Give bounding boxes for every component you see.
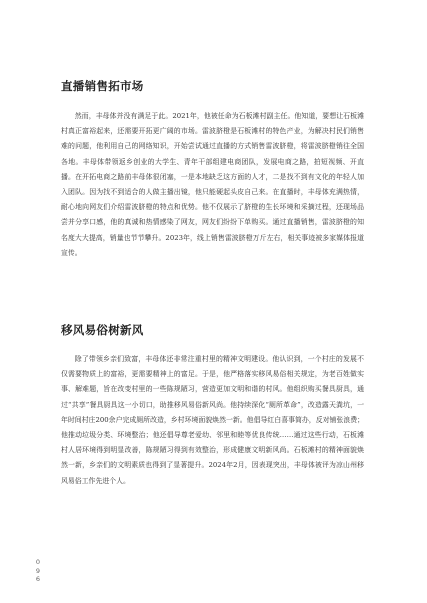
paragraph: 然而，丰母体并没有满足于此。2021年，他被任命为石板滩村副主任。他知道，要想让石板滩村真正富裕起来，还需要开拓更广阔的市场。雷波脐橙是石板滩村的特色产业，为解决村民们销售难的问题，他利用自己的网络知识，开始尝试通过直播的方式销售雷波脐橙，将雷波脐橙销往全国各地。丰母体带领返乡创业的大学生、青年干部组建电商团队，发展电商之路，拍短视频、开直播。在开拓电商之路前丰母体很闭塞，一是本地缺乏这方面的人才，二是找不到有文化的年轻人加入团队。因为找不到适合的人做主播出镜，他只能硬起头皮自己来。在直播时，丰母体充满热情，耐心地向网友们介绍雷波脐橙的特点和优势。他不仅展示了脐橙的生长环境和采摘过程，还现场品尝并分享口感，他的真诚和热情感染了网友，网友们纷纷下单购买。通过直播销售，雷波脐橙的知名度大大提高，销量也节节攀升。2023年，线上销售雷波脐橙万斤左右，相关事迹被多家媒体报道宣传。	[61, 112, 364, 257]
section-heading-customs-reform: 移风易俗树新风	[61, 323, 144, 337]
paragraph: 除了带领乡亲们致富，丰母体还非常注重村里的精神文明建设。他认识到，一个村庄的发展不仅需要物质上的富裕，更需要精神上的富足。于是，他严格落实移风易俗相关规定，为老百姓做实事、解难题，旨在改变村里的一些陈规陋习，营造更加文明和谐的村风。他组织购买餐具厨具，通过“共享”餐具厨具这一小切口，助推移风易俗新风尚。他持续深化“厕所革命”，改造露天粪坑，一年时间村庄200余户完成厕所改造，乡村环境面貌焕然一新。他倡导红白喜事简办，反对铺张浪费；他推动垃圾分类、环境整治；他还倡导尊老爱幼、邻里和睦等优良传统……通过这些行动，石板滩村人居环境得到明显改善，陈规陋习得到有效整治，形成健康文明新风尚。石板滩村的精神面貌焕然一新，乡亲们的文明素质也得到了显著提升。2024年2月，因表现突出，丰母体被评为凉山州移风易俗工作先进个人。	[61, 355, 364, 485]
page-number: 096	[35, 558, 41, 583]
section-body-livestream-sales	[61, 109, 364, 261]
section-body-customs-reform	[61, 352, 364, 489]
section-heading-livestream-sales: 直播销售拓市场	[61, 79, 144, 93]
